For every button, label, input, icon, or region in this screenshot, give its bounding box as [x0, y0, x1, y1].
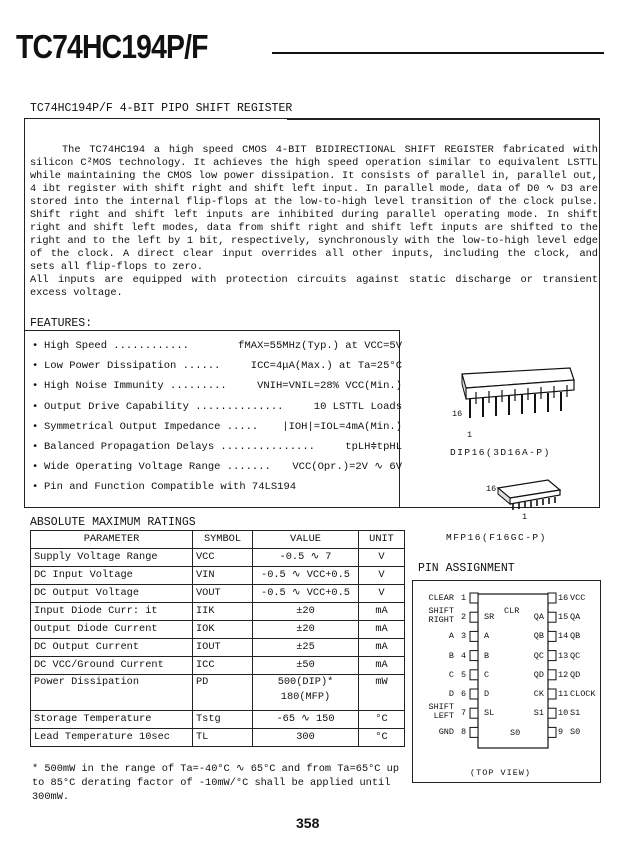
column-header: SYMBOL	[193, 531, 253, 549]
pin-number: 5	[461, 669, 467, 680]
description-paragraph: The TC74HC194 a high speed CMOS 4-BIT BIDIRECTIONAL SHIFT REGISTER fabricated with silicon C²MOS technology. It achieves the high speed operation similar to equivalent LSTTL while maintaining the CMOS low power dissipation. It consists of parallel in, parallel out, 4 ibt register with shift right and shift left input. In parallel mode, data of D0 ∿ D3 are stored into the internal flip-flops at the low-to-high level transition of the clock pulse. Shift right and shift left inputs are inhibited during parallel operating mode. In shift right and shift left modes, data from shift right and shift left inputs are shifted to the right and to the left by 1 bit, respectively, synchronously with the low-to-high level edge of the clock. A direct clear input overrides all other inputs, including the clock, and sets all flip-flops to zero.	[30, 144, 598, 273]
ratings-heading: ABSOLUTE MAXIMUM RATINGS	[30, 516, 196, 529]
inner-pin-label: CLR	[504, 606, 520, 616]
feature-item: • Output Drive Capability .............. 10 LSTTL Loads	[32, 400, 402, 413]
column-header: UNIT	[359, 531, 405, 549]
pin-number: 3	[461, 631, 467, 642]
pin-name-left: D	[448, 689, 454, 699]
pin-number: 13	[558, 650, 569, 661]
feature-item: • High Noise Immunity ......... VNIH=VNIL=28% VCC(Min.)	[32, 380, 402, 393]
table-row: Storage Temperature Tstg -65 ∿ 150 °C	[31, 711, 405, 729]
page-title: TC74HC194P/F	[16, 28, 208, 65]
pin-name-right: VCC	[570, 593, 586, 603]
description	[30, 144, 598, 300]
inner-pin-label: B	[484, 650, 490, 661]
pin-name-left: B	[448, 650, 454, 661]
pin-number: 9	[558, 727, 564, 738]
inner-pin-label: QB	[533, 631, 544, 642]
table-header-row	[31, 531, 405, 549]
title-rule	[272, 52, 604, 54]
pin-assignment-heading: PIN ASSIGNMENT	[418, 562, 515, 575]
pin-number: 1	[461, 593, 467, 603]
pin-name-right: S1	[570, 708, 581, 719]
pin-name-right: QB	[570, 631, 581, 642]
table-row: Lead Temperature 10sec TL 300 °C	[31, 729, 405, 747]
subtitle: TC74HC194P/F 4-BIT PIPO SHIFT REGISTER	[30, 102, 293, 115]
pin-number: 8	[461, 727, 467, 738]
mfp-pin16-label: 16	[486, 484, 497, 494]
pin-name-left: GND	[438, 727, 454, 738]
pin-name-right: QC	[570, 650, 581, 661]
pin-number: 2	[461, 612, 467, 623]
pin-name-left: CLEAR	[428, 593, 454, 603]
table-row: DC Output Current IOUT ±25 mA	[31, 639, 405, 657]
feature-item: • Symmetrical Output Impedance ..... |IOH|=IOL=4mA(Min.)	[32, 420, 402, 433]
description-paragraph: All inputs are equipped with protection circuits against static discharge or transient excess voltage.	[30, 274, 598, 299]
inner-pin-label: C	[484, 669, 490, 680]
table-row: DC VCC/Ground Current ICC ±50 mA	[31, 657, 405, 675]
pin-name-right: S0	[570, 727, 581, 738]
dip-pin16-label: 16	[452, 409, 463, 419]
mfp-package-label: MFP16(F16GC-P)	[446, 532, 547, 543]
inner-pin-label: S0	[510, 728, 521, 738]
features-heading: FEATURES:	[30, 317, 93, 330]
feature-item: • High Speed ............ fMAX=55MHz(Typ.) at VCC=5V	[32, 340, 402, 352]
pin-name-left: A	[448, 631, 454, 642]
inner-pin-label: A	[484, 631, 490, 642]
ratings-table	[30, 530, 405, 747]
pin-number: 12	[558, 669, 569, 680]
dip-pin1-label: 1	[467, 430, 473, 440]
inner-pin-label: SL	[484, 708, 495, 719]
inner-pin-label: SR	[484, 612, 495, 623]
pin-name-right: QA	[570, 612, 581, 623]
inner-pin-label: S1	[533, 708, 544, 719]
column-header: PARAMETER	[31, 531, 193, 549]
table-row: Output Diode Current IOK ±20 mA	[31, 621, 405, 639]
pin-labels	[412, 580, 601, 783]
pin-name-left: SHIFT RIGHT	[428, 606, 454, 626]
inner-pin-label: CK	[533, 689, 544, 699]
feature-item: • Balanced Propagation Delays ............... tpLH≑tpHL	[32, 440, 402, 453]
feature-item: • Wide Operating Voltage Range ....... VCC(Opr.)=2V ∿ 6V	[32, 461, 402, 474]
pin-number: 7	[461, 708, 467, 719]
ratings-footnote: * 500mW in the range of Ta=-40°C ∿ 65°C and from Ta=65°C up to 85°C derating factor of -10mW/°C shall be applied until 300mW.	[32, 763, 400, 803]
column-header: VALUE	[253, 531, 359, 549]
view-caption: (TOP VIEW)	[470, 768, 532, 778]
pin-number: 6	[461, 689, 467, 699]
table-row: Supply Voltage Range VCC -0.5 ∿ 7 V	[31, 549, 405, 567]
pin-number: 15	[558, 612, 569, 623]
table-row: Input Diode Curr: it IIK ±20 mA	[31, 603, 405, 621]
dip-package-label: DIP16(3D16A-P)	[450, 447, 551, 458]
pin-number: 16	[558, 593, 569, 603]
pin-name-right: CLOCK	[570, 689, 596, 699]
pin-number: 11	[558, 689, 569, 699]
pin-number: 10	[558, 708, 569, 719]
page-number: 358	[296, 815, 320, 831]
pin-name-left: C	[448, 669, 454, 680]
table-row: DC Input Voltage VIN -0.5 ∿ VCC+0.5 V	[31, 567, 405, 585]
inner-pin-label: QA	[533, 612, 544, 623]
feature-item: • Low Power Dissipation ...... ICC=4μA(Max.) at Ta=25°C	[32, 360, 402, 373]
inner-pin-label: QD	[533, 669, 544, 680]
table-row: Power Dissipation PD 500(DIP)* 180(MFP) mW	[31, 675, 405, 711]
table-row: DC Output Voltage VOUT -0.5 ∿ VCC+0.5 V	[31, 585, 405, 603]
inner-pin-label: D	[484, 689, 490, 699]
pin-number: 4	[461, 650, 467, 661]
feature-item: • Pin and Function Compatible with 74LS194	[32, 481, 297, 494]
features-list	[32, 336, 402, 498]
mfp16-package-icon	[488, 478, 568, 520]
dip16-package-icon	[448, 366, 578, 436]
pin-name-left: SHIFT LEFT	[428, 702, 454, 722]
pin-name-right: QD	[570, 669, 581, 680]
mfp-pin1-label: 1	[522, 512, 528, 522]
pin-number: 14	[558, 631, 569, 642]
inner-pin-label: QC	[533, 650, 544, 661]
